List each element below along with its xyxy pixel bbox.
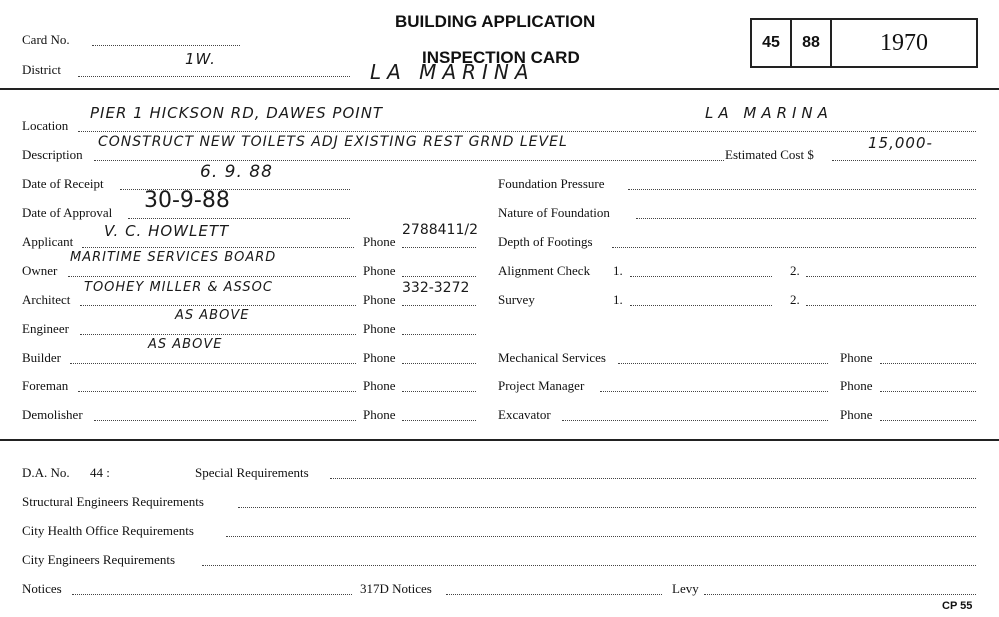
applicant-phone-field xyxy=(402,247,476,248)
owner-value: MARITIME SERVICES BOARD xyxy=(70,250,277,265)
project-manager-field xyxy=(600,391,828,392)
foreman-label: Foreman xyxy=(22,378,69,393)
date-approval-label: Date of Approval xyxy=(22,205,113,220)
engineers-label: City Engineers Requirements xyxy=(22,552,176,567)
builder-value: AS ABOVE xyxy=(148,337,223,352)
estimated-cost-value: 15,000- xyxy=(868,134,933,152)
special-req-label: Special Requirements xyxy=(195,465,309,480)
description-field xyxy=(94,160,724,161)
applicant-phone-value: 2788411/2 xyxy=(402,222,478,238)
builder-phone-label: Phone xyxy=(363,350,396,365)
project-manager-phone-field xyxy=(880,391,976,392)
alignment-field-2 xyxy=(806,276,976,277)
architect-phone-label: Phone xyxy=(363,292,396,307)
ref-box-1: 45 xyxy=(750,18,792,68)
demolisher-phone-field xyxy=(402,420,476,421)
alignment-check-label: Alignment Check xyxy=(498,263,591,278)
notices-field xyxy=(72,594,352,595)
applicant-value: V. C. HOWLETT xyxy=(104,222,230,240)
excavator-phone-field xyxy=(880,420,976,421)
architect-phone-value: 332-3272 xyxy=(402,280,470,296)
engineer-phone-label: Phone xyxy=(363,321,396,336)
header-divider xyxy=(0,88,999,90)
excavator-field xyxy=(562,420,828,421)
demolisher-phone-label: Phone xyxy=(363,407,396,422)
project-manager-label: Project Manager xyxy=(498,378,585,393)
form-code: CP 55 xyxy=(942,600,973,612)
location-value: PIER 1 HICKSON RD, DAWES POINT xyxy=(90,104,384,122)
excavator-label: Excavator xyxy=(498,407,551,422)
notices-label: Notices xyxy=(22,581,62,596)
foundation-pressure-field xyxy=(628,189,976,190)
survey-field-2 xyxy=(806,305,976,306)
date-approval-value: 30-9-88 xyxy=(144,188,230,213)
architect-field xyxy=(80,305,356,306)
architect-phone-field xyxy=(402,305,476,306)
applicant-field xyxy=(82,247,354,248)
levy-label: Levy xyxy=(672,581,699,596)
date-receipt-label: Date of Receipt xyxy=(22,176,104,191)
special-req-field xyxy=(330,478,976,479)
builder-label: Builder xyxy=(22,350,61,365)
locality-handwritten: LA MARINA xyxy=(370,60,535,84)
survey-field-1 xyxy=(630,305,772,306)
location-field xyxy=(78,131,976,132)
depth-footings-field xyxy=(612,247,976,248)
engineer-value: AS ABOVE xyxy=(175,308,250,323)
levy-field xyxy=(704,594,976,595)
location-extra: LA MARINA xyxy=(705,104,833,122)
date-approval-field xyxy=(128,218,350,219)
owner-phone-field xyxy=(402,276,476,277)
applicant-label: Applicant xyxy=(22,234,74,249)
district-field xyxy=(78,76,350,77)
survey-item-1: 1. xyxy=(613,292,623,307)
notices-317d-field xyxy=(446,594,662,595)
owner-label: Owner xyxy=(22,263,58,278)
applicant-phone-label: Phone xyxy=(363,234,396,249)
foundation-pressure-label: Foundation Pressure xyxy=(498,176,605,191)
structural-label: Structural Engineers Requirements xyxy=(22,494,204,509)
architect-value: TOOHEY MILLER & ASSOC xyxy=(84,280,273,295)
description-label: Description xyxy=(22,147,83,162)
card-no-field xyxy=(92,45,240,46)
builder-field xyxy=(70,363,356,364)
district-label: District xyxy=(22,62,61,77)
survey-label: Survey xyxy=(498,292,535,307)
engineer-phone-field xyxy=(402,334,476,335)
description-value: CONSTRUCT NEW TOILETS ADJ EXISTING REST GRND LEVEL xyxy=(98,134,568,150)
location-label: Location xyxy=(22,118,69,133)
da-no-label: D.A. No. xyxy=(22,465,70,480)
ref-box-3: 1970 xyxy=(830,18,978,68)
mechanical-phone-field xyxy=(880,363,976,364)
nature-foundation-label: Nature of Foundation xyxy=(498,205,610,220)
engineers-field xyxy=(202,565,976,566)
da-no-value: 44 : xyxy=(90,465,110,480)
notices-317d-label: 317D Notices xyxy=(360,581,432,596)
alignment-item-2: 2. xyxy=(790,263,800,278)
mechanical-phone-label: Phone xyxy=(840,350,873,365)
project-manager-phone-label: Phone xyxy=(840,378,873,393)
mechanical-field xyxy=(618,363,828,364)
demolisher-label: Demolisher xyxy=(22,407,83,422)
engineer-label: Engineer xyxy=(22,321,69,336)
form-subtitle: INSPECTION CARD xyxy=(422,48,580,67)
ref-box-2: 88 xyxy=(790,18,832,68)
foreman-phone-field xyxy=(402,391,476,392)
health-field xyxy=(226,536,976,537)
foreman-phone-label: Phone xyxy=(363,378,396,393)
estimated-cost-field xyxy=(832,160,976,161)
alignment-field-1 xyxy=(630,276,772,277)
engineer-field xyxy=(80,334,356,335)
district-value: 1W. xyxy=(185,50,216,68)
excavator-phone-label: Phone xyxy=(840,407,873,422)
alignment-item-1: 1. xyxy=(613,263,623,278)
form-title: BUILDING APPLICATION xyxy=(395,12,596,31)
builder-phone-field xyxy=(402,363,476,364)
survey-item-2: 2. xyxy=(790,292,800,307)
architect-label: Architect xyxy=(22,292,71,307)
card-no-label: Card No. xyxy=(22,32,70,47)
nature-foundation-field xyxy=(636,218,976,219)
depth-footings-label: Depth of Footings xyxy=(498,234,593,249)
structural-field xyxy=(238,507,976,508)
health-label: City Health Office Requirements xyxy=(22,523,194,538)
foreman-field xyxy=(78,391,356,392)
estimated-cost-label: Estimated Cost $ xyxy=(725,147,814,162)
section-divider xyxy=(0,439,999,441)
date-receipt-value: 6. 9. 88 xyxy=(200,162,273,182)
owner-phone-label: Phone xyxy=(363,263,396,278)
demolisher-field xyxy=(94,420,356,421)
mechanical-label: Mechanical Services xyxy=(498,350,606,365)
owner-field xyxy=(68,276,356,277)
